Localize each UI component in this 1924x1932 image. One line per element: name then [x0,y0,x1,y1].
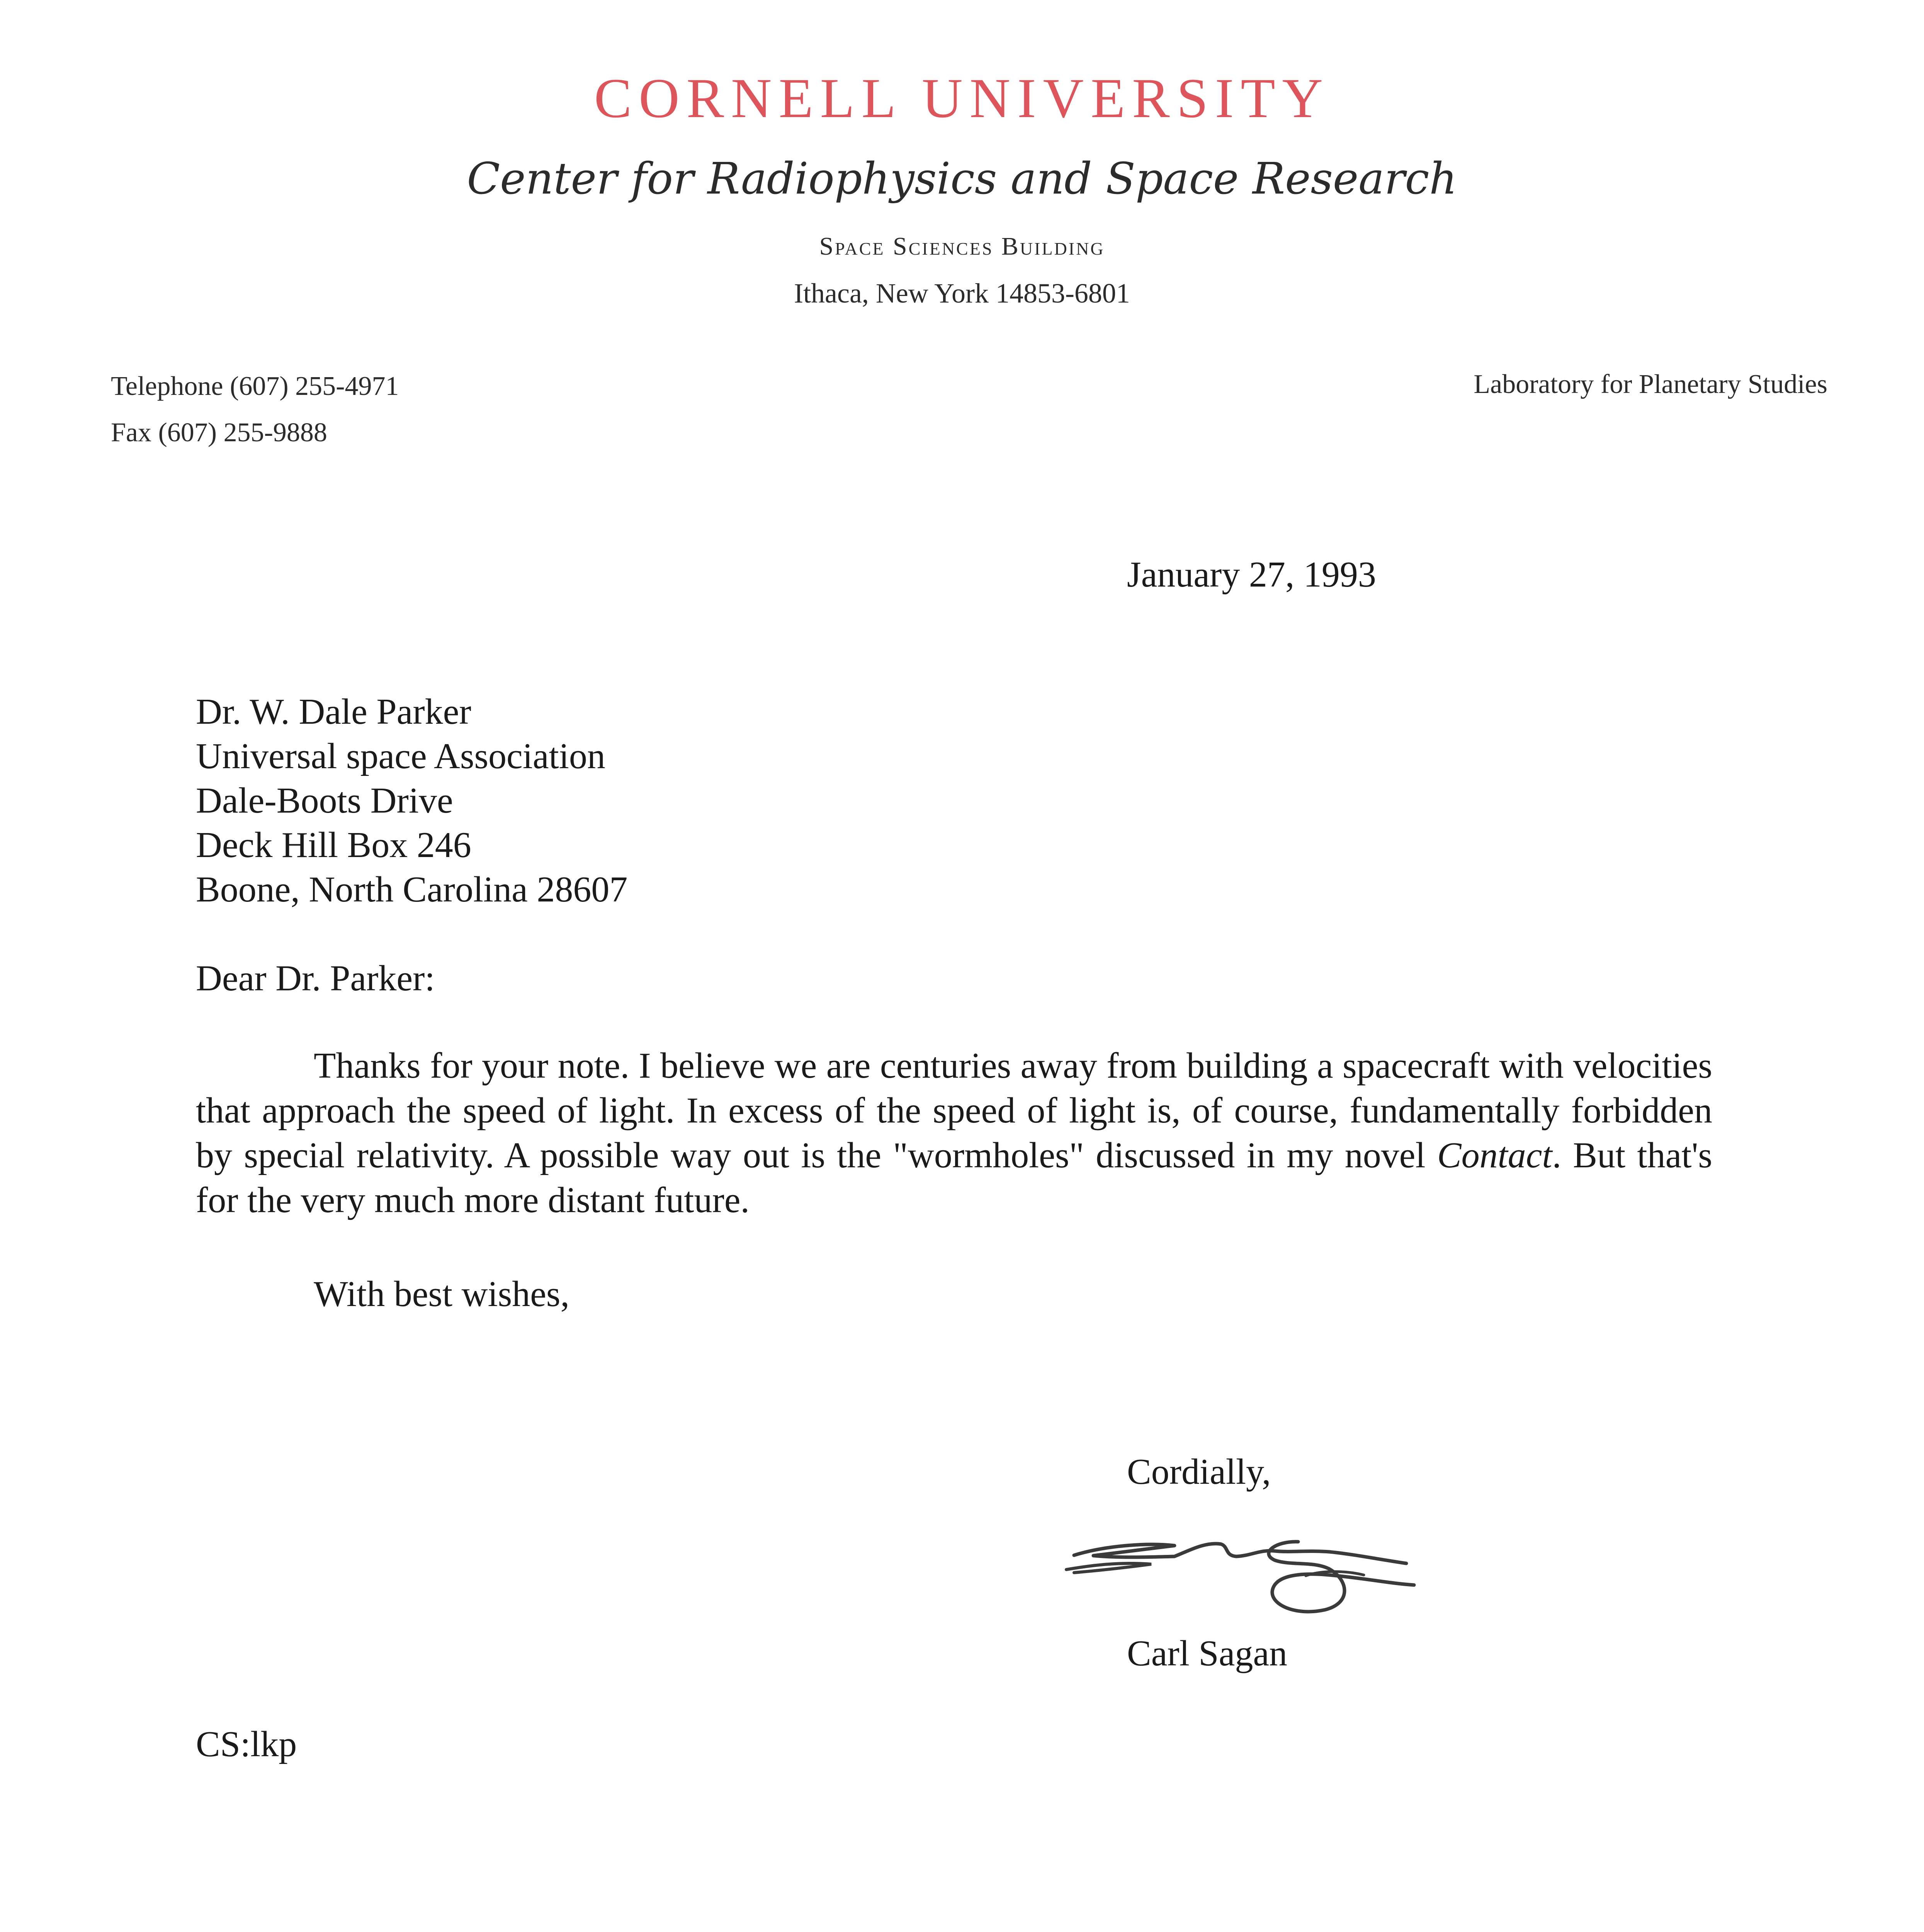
body-text-end: . But that's for the very much more distant future. [196,1135,1712,1220]
letter-body [196,1043,1712,1223]
university-name: CORNELL UNIVERSITY [594,67,1330,129]
signature [1059,1519,1429,1634]
recipient-organization: Universal space Association [196,736,605,776]
recipient-street: Dale-Boots Drive [196,781,453,821]
signer-name: Carl Sagan [1127,1633,1288,1673]
book-title: Contact [1437,1135,1552,1175]
laboratory-name: Laboratory for Planetary Studies [1474,369,1827,399]
recipient-box: Deck Hill Box 246 [196,825,471,865]
body-text-start: Thanks for your note. I believe we are centuries away from building a spacecraft with velocities that approach the speed of light. In excess of the speed of light is, of course, fundamentally forbidden by special relativity. A possible way out is the "wormholes" discussed in my novel [196,1046,1712,1175]
letter-date: January 27, 1993 [1127,554,1376,595]
salutation: Dear Dr. Parker: [196,958,435,998]
building-name: Space Sciences Building [819,232,1105,260]
recipient-name: Dr. W. Dale Parker [196,692,471,732]
center-name: Center for Radiophysics and Space Research [467,154,1457,204]
typist-initials: CS:lkp [196,1724,297,1764]
city-address: Ithaca, New York 14853-6801 [794,278,1130,309]
best-wishes: With best wishes, [314,1274,569,1314]
recipient-city: Boone, North Carolina 28607 [196,869,628,910]
closing: Cordially, [1127,1452,1271,1492]
telephone-number: Telephone (607) 255-4971 [111,371,399,401]
fax-number: Fax (607) 255-9888 [111,418,327,447]
